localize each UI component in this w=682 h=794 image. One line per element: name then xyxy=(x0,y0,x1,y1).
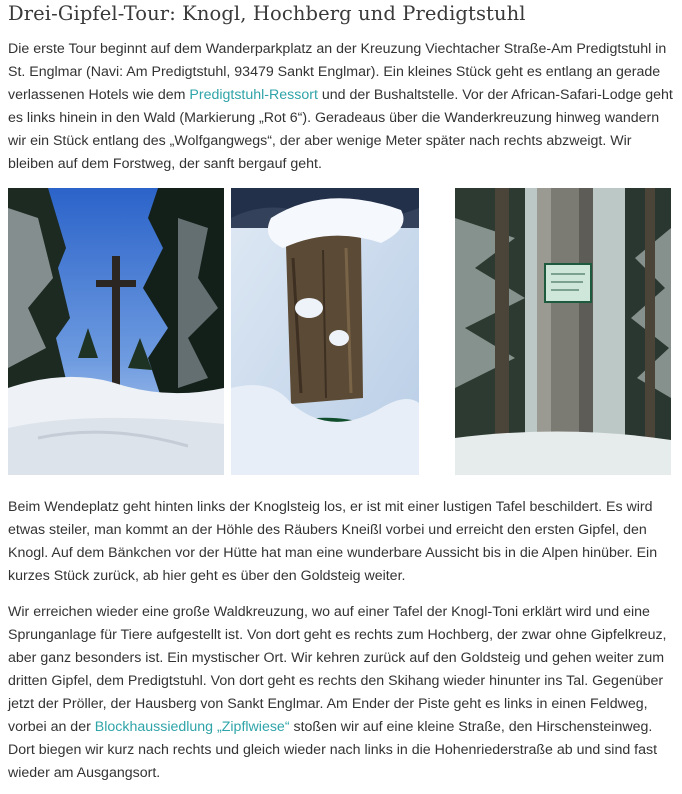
blockhaussiedlung-link[interactable]: Blockhaussiedlung „Zipflwiese“ xyxy=(94,719,290,735)
summit-cross-image xyxy=(8,188,224,475)
forest-sign-image xyxy=(455,188,671,475)
paragraph-text: Wir erreichen wieder eine große Waldkreuzung, wo auf einer Tafel der Knogl-Toni erklärt wird und eine Sprunganlage für Tiere aufgestellt ist. Von dort geht es rechts zum Hochberg, der zwar ohne Gipfelkreuz, aber ganz besonders ist. Ein mystischer Ort. Wir kehren zurück auf den Goldsteig und gehen weiter zum dritten Gipfel, dem Predigtstuhl. Von dort geht es rechts den Skihang wieder hinunter ins Tal. Gegenüber jetzt der Pröller, der Hausberg von Sankt Englmar. Am Ender der Piste geht es links in einen Feldweg, vorbei an der xyxy=(8,604,667,735)
paragraph-hochberg xyxy=(8,601,678,785)
paragraph-knogl xyxy=(8,496,678,588)
paragraph-text: Beim Wendeplatz geht hinten links der Knoglsteig los, er ist mit einer lustigen Tafel beschildert. Es wird etwas steiler, man kommt an der Höhle des Räubers Kneißl vorbei und erreicht den ersten Gipfel, den Knogl. Auf dem Bänkchen vor der Hütte hat man eine wunderbare Aussicht bis in die Alpen hinüber. Ein kurzes Stück zurück, ab hier geht es über den Goldsteig weiter. xyxy=(8,499,658,584)
paragraph-text: stoßen wir auf eine kleine Straße, den Hirschensteinweg. Dort biegen wir kurz nach rechts und gleich wieder nach links in die Hohenriederstraße ab und sind fast wieder am Ausgangsort. xyxy=(8,719,658,781)
paragraph-text: Die erste Tour beginnt auf dem Wanderparkplatz an der Kreuzung Viechtacher Straße-Am Predigtstuhl in St. Englmar (Navi: Am Predigtstuhl, 93479 Sankt Englmar). Ein kleines Stück geht es entlang an gerade verlassenen Hotels wie dem xyxy=(8,41,667,103)
photo-forest-sign[interactable] xyxy=(455,188,671,475)
article-title: Drei-Gipfel-Tour: Knogl, Hochberg und Predigtstuhl xyxy=(8,2,526,25)
predigtstuhl-ressort-link[interactable]: Predigtstuhl-Ressort xyxy=(189,87,318,103)
paragraph-intro xyxy=(8,38,678,176)
snowy-post-image xyxy=(231,188,419,475)
photo-summit-cross[interactable] xyxy=(8,188,224,475)
paragraph-text: und der Bushaltstelle. Vor der African-Safari-Lodge geht es links hinein in den Wald (Markierung „Rot 6“). Geradeaus über die Wanderkreuzung hinweg wandern wir ein Stück entlang des „Wolfgangwegs“, der aber wenige Meter später nach rechts abzweigt. Wir bleiben auf dem Forstweg, der sanft bergauf geht. xyxy=(8,87,673,172)
photo-snowy-post[interactable] xyxy=(231,188,419,475)
